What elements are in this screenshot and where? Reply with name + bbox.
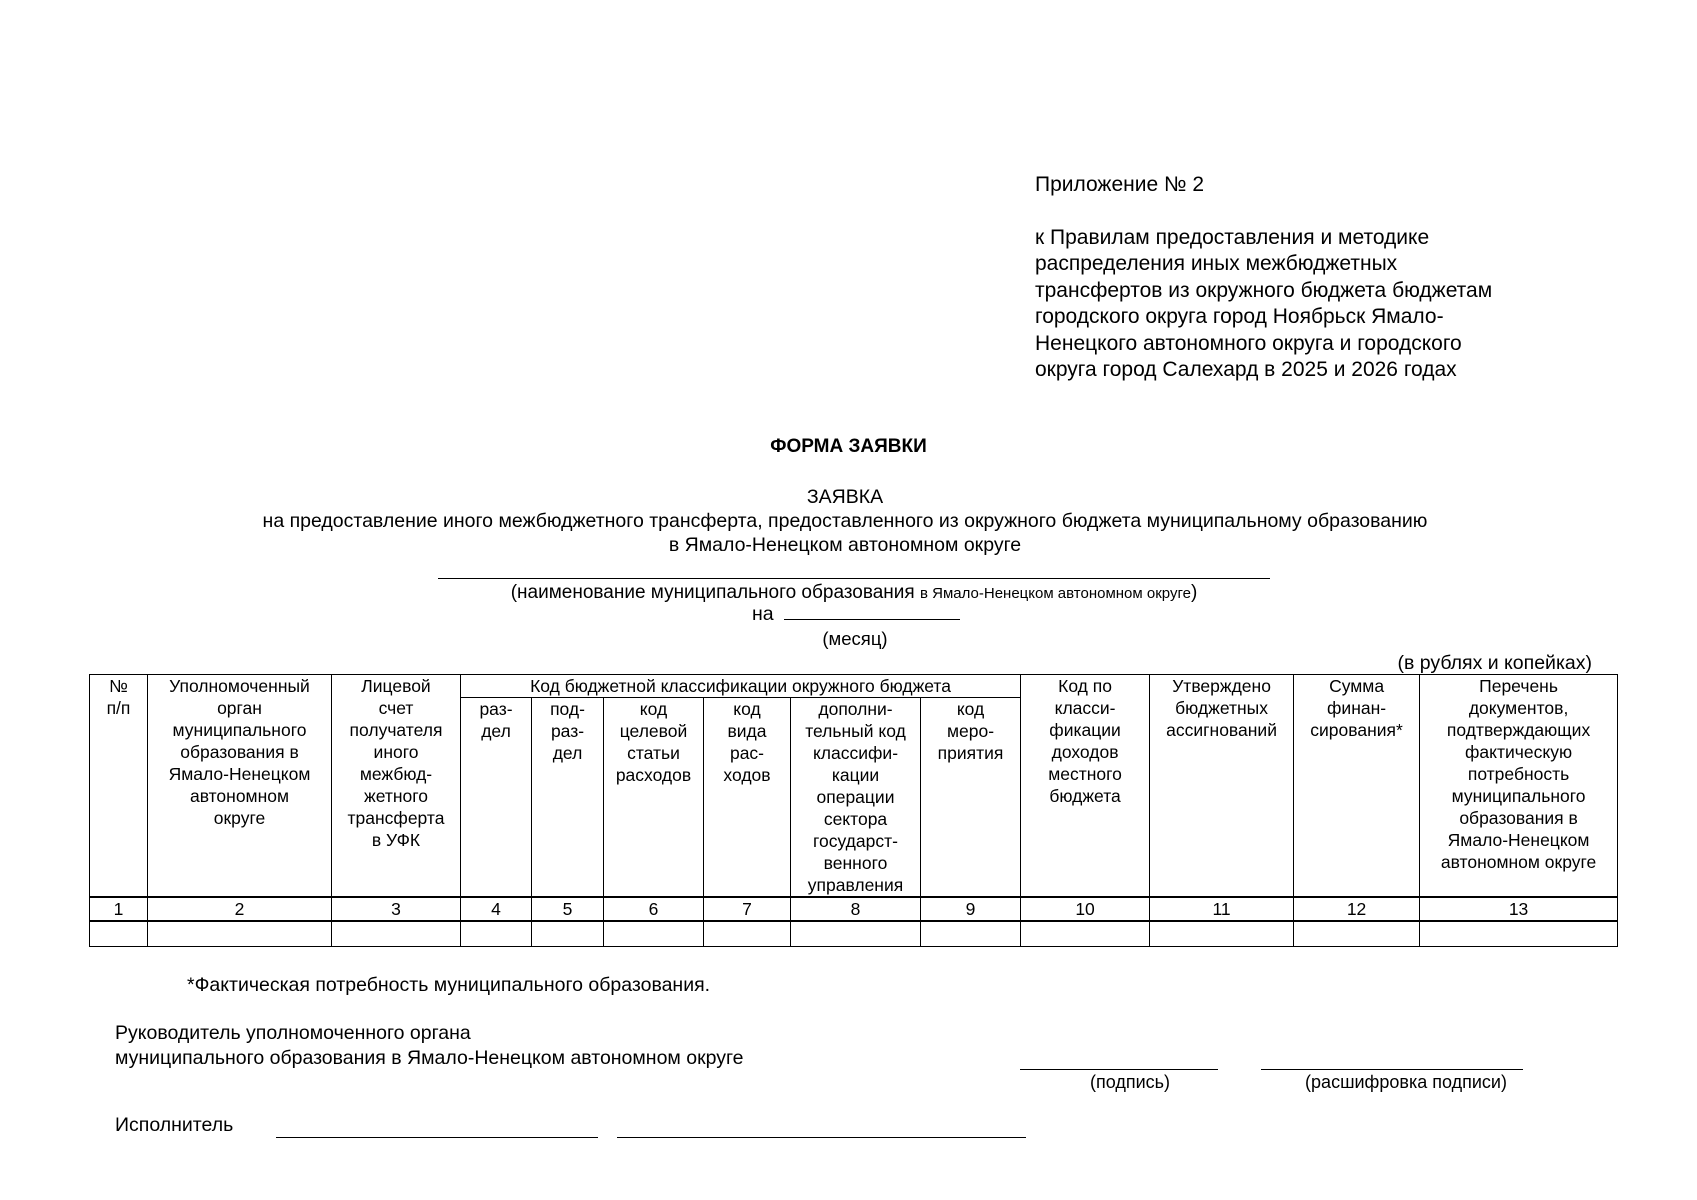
appendix-line: городского округа город Ноябрьск Ямало- [1035, 305, 1444, 328]
col-header: код вида рас- ходов [704, 698, 791, 898]
col-header: Уполномоченный орган муниципального образования в Ямало-Ненецком автономном округе [148, 675, 332, 898]
table-cell [1420, 921, 1618, 947]
period-row [752, 603, 960, 626]
table-cell [704, 921, 791, 947]
col-header: № п/п [90, 675, 148, 898]
signature-line [1020, 1069, 1218, 1070]
budget-code-group-header: Код бюджетной классификации окружного бюджета [461, 675, 1021, 698]
col-header: код целевой статьи расходов [604, 698, 704, 898]
column-number: 8 [791, 897, 921, 921]
column-number: 7 [704, 897, 791, 921]
signature-caption: (подпись) [1089, 1072, 1171, 1092]
col-header: Утверждено бюджетных ассигнований [1150, 675, 1294, 898]
municipality-name-line [438, 578, 1270, 579]
table-cell [532, 921, 604, 947]
table-cell [332, 921, 461, 947]
manager-line2: муниципального образования в Ямало-Ненецком автономном округе [115, 1047, 744, 1069]
month-line [784, 603, 960, 620]
caption-small: в Ямало-Ненецком автономном округе [919, 585, 1191, 602]
appendix-line: округа город Салехард в 2025 и 2026 годах [1035, 358, 1457, 381]
request-table [89, 674, 1618, 947]
request-heading [150, 485, 1540, 557]
column-number: 5 [532, 897, 604, 921]
appendix-line: Ненецкого автономного округа и городского [1035, 331, 1462, 355]
signature-decode-line [1261, 1069, 1523, 1070]
table-cell [921, 921, 1021, 947]
appendix-title: Приложение № 2 [1035, 173, 1205, 196]
period-prefix: на [752, 603, 774, 625]
table-cell [604, 921, 704, 947]
footnote: *Фактическая потребность муниципального образования. [187, 974, 711, 996]
column-number: 9 [921, 897, 1021, 921]
col-header: Перечень документов, подтверждающих фактическую потребность муниципального образования в Ямало-Ненецком автономном округе [1420, 675, 1618, 898]
column-number: 10 [1021, 897, 1150, 921]
column-number: 1 [90, 897, 148, 921]
appendix-line: к Правилам предоставления и методике [1035, 225, 1430, 249]
column-number: 13 [1420, 897, 1618, 921]
manager-block [115, 1021, 744, 1071]
column-number: 4 [461, 897, 532, 921]
executor-label: Исполнитель [115, 1114, 234, 1136]
col-header: Сумма финан- сирования* [1294, 675, 1420, 898]
caption-close: ) [1190, 582, 1198, 603]
caption-main: (наименование муниципального образования [510, 582, 920, 603]
request-subtitle-line1: на предоставление иного межбюджетного трансферта, предоставленного из окружного бюджета муниципальному образованию [262, 510, 1428, 532]
table-cell [1021, 921, 1150, 947]
table-cell [791, 921, 921, 947]
appendix-line: трансфертов из окружного бюджета бюджетам [1035, 278, 1493, 302]
signature-decode-caption: (расшифровка подписи) [1305, 1072, 1507, 1092]
request-title: ЗАЯВКА [806, 486, 884, 508]
units-note: (в рублях и копейках) [1397, 652, 1592, 674]
col-header: под- раз- дел [532, 698, 604, 898]
column-number: 6 [604, 897, 704, 921]
table-cell [461, 921, 532, 947]
executor-line-2 [617, 1137, 1026, 1138]
table-cell [90, 921, 148, 947]
column-number: 3 [332, 897, 461, 921]
column-number: 2 [148, 897, 332, 921]
col-header: Лицевой счет получателя иного межбюд- жетного трансферта в УФК [332, 675, 461, 898]
appendix-line: распределения иных межбюджетных [1035, 252, 1398, 275]
col-header: раз- дел [461, 698, 532, 898]
executor-line-1 [276, 1137, 598, 1138]
table-cell [148, 921, 332, 947]
table-cell [1150, 921, 1294, 947]
col-header: дополни- тельный код классифи- кации операции сектора государст- венного управления [791, 698, 921, 898]
table-cell [1294, 921, 1420, 947]
column-number: 11 [1150, 897, 1294, 921]
month-caption: (месяц) [822, 628, 888, 649]
table-row [90, 921, 1618, 947]
form-title: ФОРМА ЗАЯВКИ [770, 436, 927, 457]
manager-line1: Руководитель уполномоченного органа [115, 1022, 471, 1044]
municipality-name-caption [438, 582, 1270, 604]
col-header: Код по класси- фикации доходов местного бюджета [1021, 675, 1150, 898]
appendix-block [1035, 172, 1595, 384]
request-subtitle-line2: в Ямало-Ненецком автономном округе [668, 534, 1022, 556]
column-number: 12 [1294, 897, 1420, 921]
col-header: код меро- приятия [921, 698, 1021, 898]
